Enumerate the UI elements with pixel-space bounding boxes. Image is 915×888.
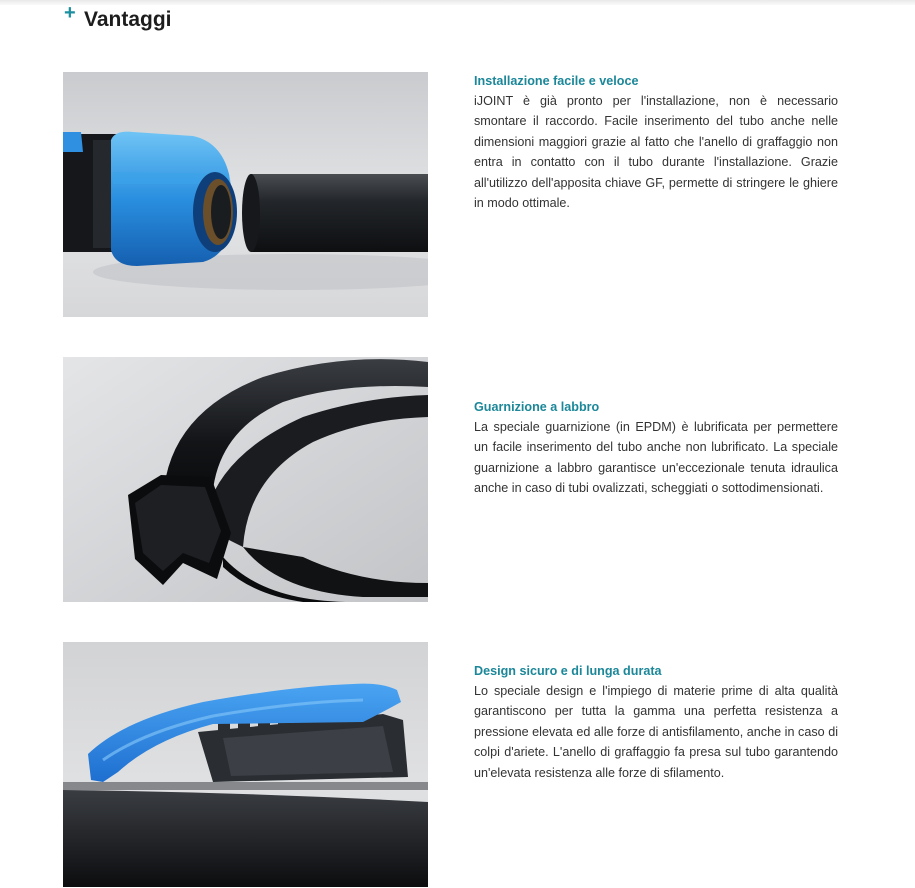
feature-body: La speciale guarnizione (in EPDM) è lubrificata per permettere un facile inserimento del tubo anche non lubrificato. La speciale guarnizione a labbro garantisce un'eccezionale tenuta idraulica anche in caso di tubi ovalizzati, scheggiati o sottodimensionati. — [474, 420, 838, 496]
feature-title: Installazione facile e veloce — [474, 74, 639, 88]
plus-icon: + — [64, 2, 76, 24]
fitting-installation-image — [63, 72, 428, 317]
feature-title: Design sicuro e di lunga durata — [474, 664, 662, 678]
feature-title: Guarnizione a labbro — [474, 400, 600, 414]
feature-body: Lo speciale design e l'impiego di materie prime di alta qualità garantiscono per tutta la gamma una perfetta resistenza a pressione elevata ed alle forze di antisfilamento, anche in caso di colpi d'ariete. L'anello di graffaggio fa presa sul tubo garantendo un'elevata resistenza alle forze di sfilamento. — [474, 684, 838, 780]
feature-design — [474, 661, 838, 783]
design-cutaway-image — [63, 642, 428, 887]
lip-gasket-image — [63, 357, 428, 602]
feature-gasket — [474, 397, 838, 499]
feature-body: iJOINT è già pronto per l'installazione, non è necessario smontare il raccordo. Facile inserimento del tubo anche nelle dimensioni maggiori grazie al fatto che l'anello di graffaggio non entra in contatto con il tubo durante l'installazione. Grazie all'utilizzo dell'apposita chiave GF, permette di stringere le ghiere in modo ottimale. — [474, 94, 838, 211]
top-divider — [0, 0, 915, 5]
section-title: Vantaggi — [84, 8, 172, 31]
feature-installation — [474, 71, 838, 213]
